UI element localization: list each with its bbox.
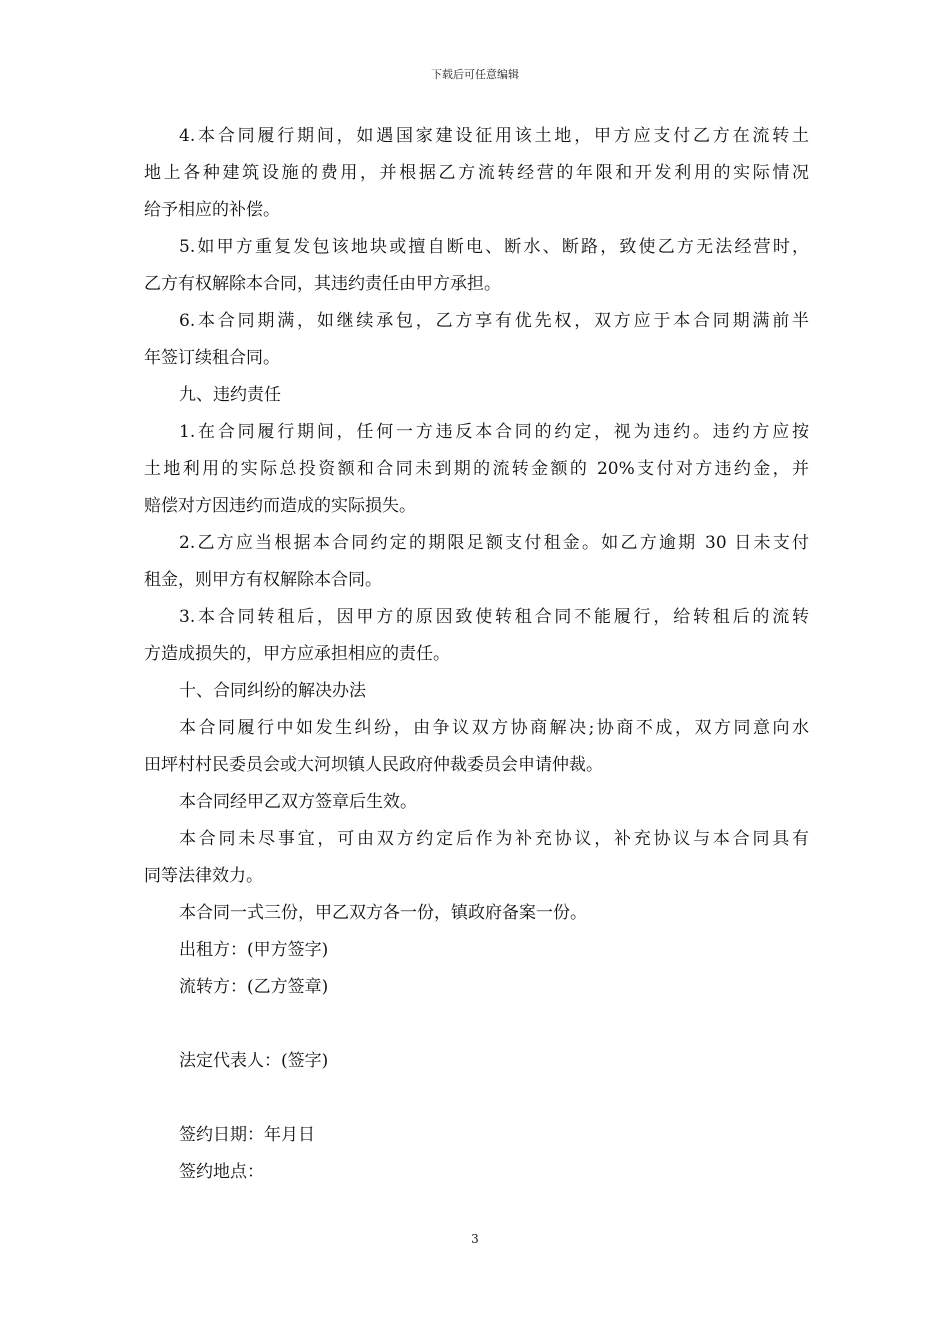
supplement-clause bbox=[144, 821, 809, 895]
clause-6 bbox=[144, 303, 809, 377]
copies-clause: 本合同一式三份，甲乙双方各一份，镇政府备案一份。 bbox=[179, 903, 587, 923]
text-line: 6.本合同期满，如继续承包，乙方享有优先权，双方应于本合同期满前半 bbox=[179, 311, 809, 331]
text-line: 土地利用的实际总投资额和合同未到期的流转金额的 20%支付对方违约金，并 bbox=[144, 459, 809, 479]
text-line: 5.如甲方重复发包该地块或擅自断电、断水、断路，致使乙方无法经营时， bbox=[179, 237, 809, 257]
clause-5 bbox=[144, 229, 809, 303]
text-line: 年签订续租合同。 bbox=[144, 348, 280, 368]
text-line: 本合同未尽事宜，可由双方约定后作为补充协议，补充协议与本合同具有 bbox=[179, 829, 809, 849]
text-line: 4.本合同履行期间，如遇国家建设征用该土地，甲方应支付乙方在流转土 bbox=[179, 126, 809, 146]
text-line: 3.本合同转租后，因甲方的原因致使转租合同不能履行，给转租后的流转 bbox=[179, 607, 809, 627]
text-line: 1.在合同履行期间，任何一方违反本合同的约定，视为违约。违约方应按 bbox=[179, 422, 809, 442]
lessor-signature: 出租方：(甲方签字) bbox=[179, 940, 329, 960]
text-line: 本合同履行中如发生纠纷，由争议双方协商解决;协商不成，双方同意向水 bbox=[179, 718, 809, 738]
page-header: 下载后可任意编辑 bbox=[431, 68, 519, 81]
text-line: 田坪村村民委员会或大河坝镇人民政府仲裁委员会申请仲裁。 bbox=[144, 755, 603, 775]
text-line: 租金，则甲方有权解除本合同。 bbox=[144, 570, 382, 590]
transferee-signature: 流转方：(乙方签章) bbox=[179, 977, 329, 997]
effective-clause: 本合同经甲乙双方签章后生效。 bbox=[179, 792, 417, 812]
section-10-heading: 十、合同纠纷的解决办法 bbox=[179, 681, 366, 701]
text-line: 2.乙方应当根据本合同约定的期限足额支付租金。如乙方逾期 30 日未支付 bbox=[179, 533, 809, 553]
legal-rep-signature: 法定代表人：(签字) bbox=[179, 1051, 329, 1071]
signing-date: 签约日期：年月日 bbox=[179, 1125, 315, 1145]
blank-space bbox=[144, 1080, 809, 1117]
section-9-heading: 九、违约责任 bbox=[179, 385, 281, 405]
text-line: 地上各种建筑设施的费用，并根据乙方流转经营的年限和开发利用的实际情况 bbox=[144, 163, 809, 183]
page-number: 3 bbox=[471, 1232, 479, 1246]
blank-space bbox=[144, 1006, 809, 1043]
section-9-paragraph-2 bbox=[144, 525, 809, 599]
text-line: 给予相应的补偿。 bbox=[144, 200, 280, 220]
clause-4 bbox=[144, 118, 809, 229]
document-body bbox=[144, 118, 809, 1191]
signing-place: 签约地点： bbox=[179, 1162, 264, 1182]
section-9-paragraph-1 bbox=[144, 414, 809, 525]
text-line: 乙方有权解除本合同，其违约责任由甲方承担。 bbox=[144, 274, 501, 294]
text-line: 同等法律效力。 bbox=[144, 866, 263, 886]
section-9-paragraph-3 bbox=[144, 599, 809, 673]
text-line: 方造成损失的，甲方应承担相应的责任。 bbox=[144, 644, 450, 664]
section-10-paragraph-1 bbox=[144, 710, 809, 784]
text-line: 赔偿对方因违约而造成的实际损失。 bbox=[144, 496, 416, 516]
